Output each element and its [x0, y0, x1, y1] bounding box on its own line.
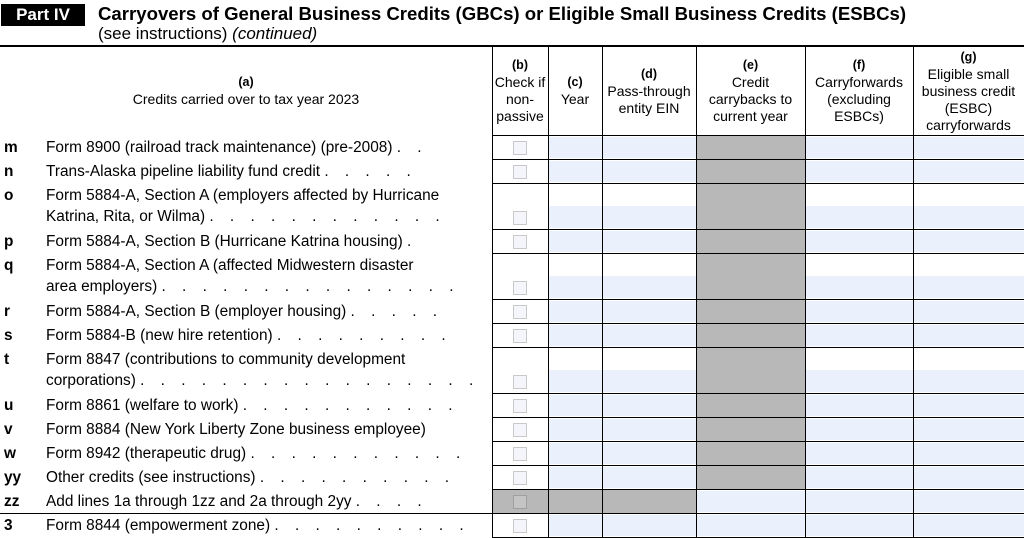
amount-field[interactable]: [603, 301, 696, 322]
amount-field[interactable]: [914, 443, 1024, 464]
header-col-d-line: Pass-through: [607, 82, 691, 99]
credit-row-label: [0, 325, 486, 346]
nonpassive-checkbox[interactable]: [513, 329, 527, 343]
header-col-e: [696, 47, 805, 135]
header-col-f-line: (excluding: [827, 91, 891, 107]
credit-row-label: [0, 185, 486, 228]
header-col-b-line: Check if: [494, 74, 546, 90]
leader-dots: . . . . . . . . . . . .: [209, 208, 446, 225]
amount-field[interactable]: [603, 161, 696, 182]
amount-field[interactable]: [806, 231, 913, 252]
amount-field[interactable]: [603, 231, 696, 252]
credit-row-label: [0, 443, 486, 464]
amount-field[interactable]: [806, 370, 913, 392]
amount-field[interactable]: [549, 231, 602, 252]
credit-row-label: [0, 161, 486, 182]
header-col-f-line: Carryforwards: [815, 74, 903, 90]
nonpassive-checkbox[interactable]: [513, 399, 527, 413]
amount-field[interactable]: [914, 137, 1024, 158]
credit-row-label: [0, 255, 486, 298]
disabled-col-e-cell: [697, 466, 805, 489]
row-divider: [0, 513, 1024, 514]
amount-field[interactable]: [914, 231, 1024, 252]
row-description-text: corporations): [46, 372, 136, 389]
header-col-g-key: (g): [960, 49, 977, 64]
header-col-d-key: (d): [641, 66, 657, 81]
row-letter: r: [4, 303, 10, 320]
disabled-col-e-cell: [697, 136, 805, 159]
amount-field[interactable]: [603, 276, 696, 298]
header-col-g-line: business credit: [921, 82, 1016, 99]
row-description: [46, 276, 486, 297]
amount-field[interactable]: [603, 419, 696, 440]
leader-dots: . . . . . . . . . .: [259, 469, 456, 486]
row-description: [46, 301, 486, 322]
credit-row-label: [0, 137, 486, 158]
row-description-text: Trans-Alaska pipeline liability fund credit: [46, 163, 321, 180]
amount-field[interactable]: [806, 395, 913, 416]
amount-field[interactable]: [549, 467, 602, 488]
amount-field[interactable]: [914, 395, 1024, 416]
row-description: [46, 206, 486, 227]
credit-row-label: [0, 231, 486, 252]
leader-dots: . . . . .: [324, 163, 417, 180]
amount-field[interactable]: [914, 419, 1024, 440]
nonpassive-checkbox[interactable]: [513, 447, 527, 461]
subtitle-italic: (continued): [232, 24, 318, 43]
disabled-col-e-cell: [697, 160, 805, 183]
row-letter: yy: [4, 469, 22, 486]
leader-dots: . .: [396, 139, 428, 156]
column-rule: [548, 47, 549, 537]
leader-dots: . . . . . . . . . . .: [242, 397, 459, 414]
disabled-col-e-cell: [697, 254, 805, 299]
header-col-g: [913, 47, 1024, 135]
amount-field[interactable]: [603, 515, 696, 536]
part-subtitle: [98, 24, 317, 44]
header-col-c-key: (c): [567, 75, 583, 89]
header-col-c: [548, 47, 602, 135]
row-letter: n: [4, 163, 14, 180]
nonpassive-checkbox[interactable]: [513, 423, 527, 437]
amount-field[interactable]: [603, 370, 696, 392]
header-col-g-line: Eligible small: [927, 65, 1010, 82]
nonpassive-checkbox[interactable]: [513, 519, 527, 533]
amount-field[interactable]: [914, 515, 1024, 536]
amount-field[interactable]: [549, 301, 602, 322]
column-rule: [602, 47, 603, 537]
amount-field[interactable]: [806, 443, 913, 464]
amount-field[interactable]: [549, 419, 602, 440]
amount-field[interactable]: [603, 395, 696, 416]
header-col-d: [602, 47, 696, 135]
amount-field[interactable]: [914, 276, 1024, 298]
row-description: [46, 231, 486, 252]
row-description-text: Other credits (see instructions): [46, 469, 256, 486]
credit-row-label: [0, 467, 486, 488]
amount-field[interactable]: [806, 419, 913, 440]
credit-row-label: [0, 491, 486, 512]
row-letter: u: [4, 397, 14, 414]
row-letter: 3: [4, 517, 13, 534]
row-description-text: Katrina, Rita, or Wilma): [46, 208, 206, 225]
row-letter: v: [4, 421, 13, 438]
header-col-c-line: Year: [560, 91, 590, 107]
row-description: [46, 325, 486, 346]
column-rule: [492, 47, 493, 537]
row-letter: zz: [4, 493, 20, 510]
nonpassive-checkbox[interactable]: [513, 141, 527, 155]
leader-dots: . . . . . . . . . . . . . . . . .: [140, 372, 480, 389]
header-col-b: [492, 47, 548, 135]
header-col-g-line: (ESBC): [944, 99, 993, 116]
header-col-a-label: Credits carried over to tax year 2023: [132, 91, 360, 107]
leader-dots: . . . . . . . . . . .: [250, 445, 467, 462]
leader-dots: . . . .: [355, 493, 428, 510]
amount-field[interactable]: [603, 137, 696, 158]
amount-field[interactable]: [806, 206, 913, 228]
row-description-text: Form 8844 (empowerment zone): [46, 517, 271, 534]
header-col-d-line: entity EIN: [618, 99, 680, 116]
amount-field[interactable]: [549, 325, 602, 346]
row-description: [46, 491, 486, 512]
header-col-e-line: current year: [713, 108, 788, 124]
total-field[interactable]: [806, 491, 913, 512]
header-col-f-line: ESBCs): [834, 108, 884, 124]
column-rule: [805, 47, 806, 537]
amount-field[interactable]: [914, 325, 1024, 346]
amount-field[interactable]: [549, 161, 602, 182]
row-letter: m: [4, 139, 18, 156]
row-description: [46, 395, 486, 416]
nonpassive-checkbox[interactable]: [513, 235, 527, 249]
amount-field[interactable]: [914, 301, 1024, 322]
header-col-f-key: (f): [852, 58, 866, 72]
row-description-text: Form 5884-A, Section B (employer housing): [46, 303, 347, 320]
amount-field[interactable]: [806, 161, 913, 182]
leader-dots: . . . . . . . . .: [276, 327, 452, 344]
nonpassive-checkbox[interactable]: [513, 471, 527, 485]
amount-field[interactable]: [603, 467, 696, 488]
row-description-text: Form 5884-B (new hire retention): [46, 327, 273, 344]
header-col-b-line: non-: [505, 91, 535, 107]
amount-field[interactable]: [914, 467, 1024, 488]
part-badge: Part IV: [1, 4, 85, 26]
amount-field[interactable]: [549, 137, 602, 158]
amount-field[interactable]: [806, 137, 913, 158]
amount-field[interactable]: [549, 515, 602, 536]
row-description: [46, 185, 486, 206]
amount-field[interactable]: [806, 515, 913, 536]
nonpassive-checkbox[interactable]: [513, 281, 527, 295]
row-description: [46, 515, 486, 536]
disabled-col-e-cell: [697, 418, 805, 441]
row-description: [46, 161, 486, 182]
row-letter: t: [4, 351, 10, 368]
header-col-g-line: carryforwards: [926, 116, 1011, 133]
leader-dots: . . . . .: [350, 303, 444, 320]
column-rule: [913, 47, 914, 537]
header-col-e-line: Credit: [731, 74, 770, 90]
amount-field[interactable]: [549, 206, 602, 228]
disabled-col-e-cell: [697, 442, 805, 465]
row-description: [46, 137, 486, 158]
amount-field[interactable]: [549, 370, 602, 392]
amount-field[interactable]: [549, 395, 602, 416]
header-col-a: [0, 47, 492, 135]
credit-row-label: [0, 395, 486, 416]
row-description-text: Form 8884 (New York Liberty Zone business employee): [46, 421, 426, 438]
amount-field[interactable]: [914, 370, 1024, 392]
row-description-text: Form 8942 (therapeutic drug): [46, 445, 247, 462]
amount-field[interactable]: [806, 467, 913, 488]
header-col-e-line: carrybacks to: [708, 91, 793, 107]
credit-row-label: [0, 515, 486, 536]
disabled-col-e-cell: [697, 300, 805, 323]
leader-dots: . . . . . . . . . . . . . . .: [161, 278, 460, 295]
amount-field[interactable]: [806, 325, 913, 346]
row-description-text: Form 5884-A, Section A (affected Midwestern disaster: [46, 257, 414, 274]
nonpassive-checkbox[interactable]: [513, 211, 527, 225]
row-description-text: Form 8900 (railroad track maintenance) (pre-2008): [46, 139, 393, 156]
nonpassive-checkbox[interactable]: [513, 375, 527, 389]
row-description-text: area employers): [46, 278, 158, 295]
header-col-e-key: (e): [742, 58, 759, 72]
disabled-col-e-cell: [697, 324, 805, 347]
total-field[interactable]: [914, 491, 1024, 512]
amount-field[interactable]: [697, 515, 805, 536]
header-col-a-key: (a): [238, 75, 254, 89]
amount-field[interactable]: [914, 161, 1024, 182]
disabled-col-e-cell: [697, 348, 805, 393]
nonpassive-checkbox[interactable]: [513, 305, 527, 319]
header-col-f: [805, 47, 913, 135]
nonpassive-checkbox[interactable]: [513, 165, 527, 179]
total-field[interactable]: [697, 491, 805, 512]
amount-field[interactable]: [549, 276, 602, 298]
disabled-col-e-cell: [697, 394, 805, 417]
row-description: [46, 467, 486, 488]
leader-dots: . . . . . . . . . .: [274, 517, 470, 534]
row-description-text: Form 8847 (contributions to community development: [46, 351, 406, 368]
row-description: [46, 443, 486, 464]
disabled-col-e-cell: [697, 184, 805, 229]
row-description-text: Add lines 1a through 1zz and 2a through 2yy: [46, 493, 352, 510]
credit-row-label: [0, 301, 486, 322]
row-letter: o: [4, 187, 14, 204]
row-description-text: Form 8861 (welfare to work): [46, 397, 239, 414]
amount-field[interactable]: [603, 325, 696, 346]
row-letter: w: [4, 445, 16, 462]
header-col-b-key: (b): [512, 58, 528, 72]
row-letter: s: [4, 327, 13, 344]
row-description: [46, 255, 486, 276]
row-description-text: Form 5884-A, Section A (employers affected by Hurricane: [46, 187, 440, 204]
leader-dots: .: [407, 233, 418, 250]
row-letter: p: [4, 233, 14, 250]
amount-field[interactable]: [914, 206, 1024, 228]
row-description: [46, 349, 486, 370]
header-col-b-line: passive: [496, 108, 544, 124]
nonpassive-checkbox: [513, 495, 527, 509]
part-title: Carryovers of General Business Credits (GBCs) or Eligible Small Business Credits (ESBCs): [98, 3, 907, 24]
row-description: [46, 370, 486, 391]
amount-field[interactable]: [806, 276, 913, 298]
amount-field[interactable]: [806, 301, 913, 322]
disabled-col-e-cell: [697, 230, 805, 253]
subtitle-plain: (see instructions): [98, 24, 228, 43]
amount-field[interactable]: [549, 443, 602, 464]
row-description: [46, 419, 486, 440]
amount-field[interactable]: [603, 206, 696, 228]
row-letter: q: [4, 257, 14, 274]
credit-row-label: [0, 349, 486, 392]
credit-row-label: [0, 419, 486, 440]
column-rule: [696, 47, 697, 537]
row-description-text: Form 5884-A, Section B (Hurricane Katrina housing): [46, 233, 403, 250]
amount-field[interactable]: [603, 443, 696, 464]
